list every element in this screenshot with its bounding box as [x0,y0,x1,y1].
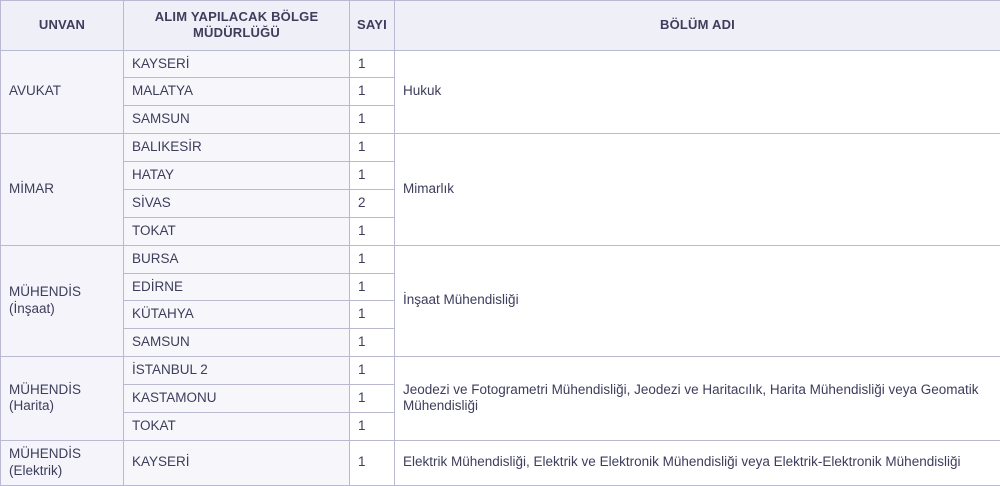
unvan-title: MÜHENDİS [9,284,115,301]
column-header-sayi: SAYI [350,1,395,51]
cell-unvan [1,245,124,357]
cell-bolge: KAYSERİ [124,440,350,485]
table-row [1,50,1000,78]
cell-sayi: 1 [350,273,395,301]
cell-sayi: 1 [350,134,395,162]
cell-sayi: 1 [350,217,395,245]
cell-sayi: 1 [350,78,395,106]
column-header-bolge-mudurlugu: ALIM YAPILACAK BÖLGE MÜDÜRLÜĞÜ [124,1,350,51]
cell-bolge: İSTANBUL 2 [124,357,350,385]
table-row [1,440,1000,485]
cell-bolge: MALATYA [124,78,350,106]
cell-sayi: 1 [350,329,395,357]
table-body [1,50,1000,485]
cell-sayi: 2 [350,189,395,217]
column-header-unvan: UNVAN [1,1,124,51]
unvan-title: AVUKAT [9,83,115,100]
cell-bolge: SİVAS [124,189,350,217]
cell-bolge: EDİRNE [124,273,350,301]
cell-bolum-adi: Jeodezi ve Fotogrametri Mühendisliği, Jeodezi ve Haritacılık, Harita Mühendisliği veya Geomatik Mühendisliği [395,357,1000,441]
unvan-subtitle: (Elektrik) [9,463,115,480]
cell-sayi: 1 [350,106,395,134]
cell-unvan [1,357,124,441]
cell-bolum-adi: Mimarlık [395,134,1000,246]
table-row [1,134,1000,162]
cell-bolum-adi: Elektrik Mühendisliği, Elektrik ve Elektronik Mühendisliği veya Elektrik-Elektronik Mühendisliği [395,440,1000,485]
cell-bolge: SAMSUN [124,329,350,357]
table-header [1,1,1000,51]
cell-sayi: 1 [350,162,395,190]
unvan-subtitle: (İnşaat) [9,301,115,318]
table-header-row [1,1,1000,51]
cell-unvan [1,134,124,246]
cell-bolge: BURSA [124,245,350,273]
cell-sayi: 1 [350,440,395,485]
cell-bolge: KAYSERİ [124,50,350,78]
cell-sayi: 1 [350,245,395,273]
unvan-subtitle: (Harita) [9,398,115,415]
cell-bolum-adi: Hukuk [395,50,1000,134]
cell-sayi: 1 [350,385,395,413]
unvan-title: MÜHENDİS [9,446,115,463]
unvan-title: MÜHENDİS [9,382,115,399]
unvan-title: MİMAR [9,181,115,198]
cell-bolge: TOKAT [124,412,350,440]
cell-sayi: 1 [350,357,395,385]
cell-sayi: 1 [350,50,395,78]
table-row [1,357,1000,385]
cell-unvan [1,50,124,134]
cell-bolge: KASTAMONU [124,385,350,413]
cell-bolge: HATAY [124,162,350,190]
cell-bolum-adi: İnşaat Mühendisliği [395,245,1000,357]
cell-bolge: BALIKESİR [124,134,350,162]
cell-sayi: 1 [350,412,395,440]
cell-sayi: 1 [350,301,395,329]
table-row [1,245,1000,273]
column-header-bolum-adi: BÖLÜM ADI [395,1,1000,51]
cell-bolge: TOKAT [124,217,350,245]
cell-bolge: SAMSUN [124,106,350,134]
cell-unvan [1,440,124,485]
cell-bolge: KÜTAHYA [124,301,350,329]
